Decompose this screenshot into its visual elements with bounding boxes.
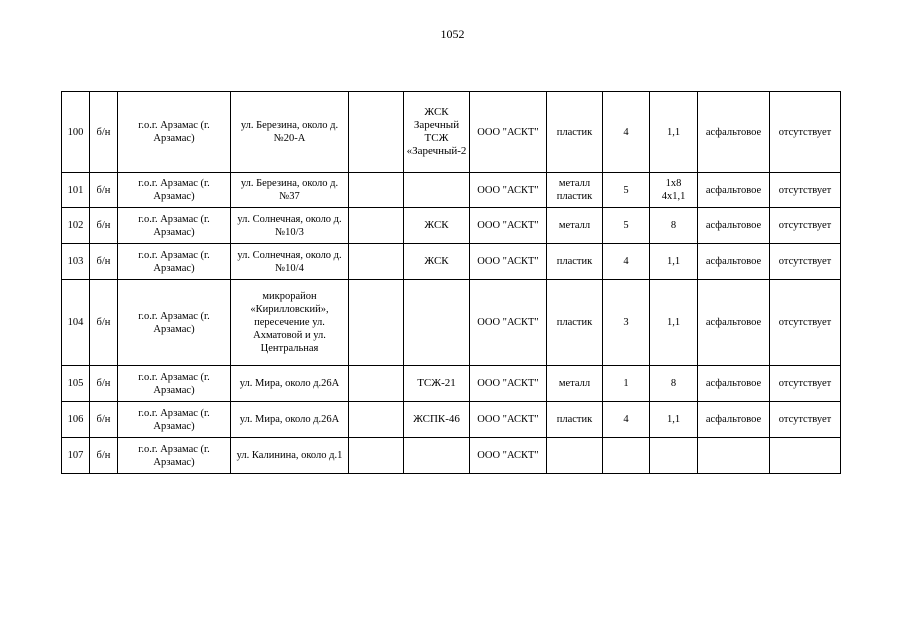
district-cell: г.о.г. Арзамас (г. Арзамас) <box>118 244 231 280</box>
empty-cell <box>349 244 404 280</box>
container-count-cell: 3 <box>603 280 650 366</box>
district-cell: г.о.г. Арзамас (г. Арзамас) <box>118 402 231 438</box>
owner-cell: ЖСК <box>404 208 470 244</box>
row-number-cell: 106 <box>62 402 90 438</box>
table-row <box>62 402 841 438</box>
table-body <box>62 92 841 474</box>
container-volume-cell: 1,1 <box>650 244 698 280</box>
owner-cell <box>404 173 470 208</box>
surface-cell: асфальтовое <box>698 92 770 173</box>
district-cell: г.о.г. Арзамас (г. Арзамас) <box>118 280 231 366</box>
container-volume-cell: 1x8 4x1,1 <box>650 173 698 208</box>
address-cell: ул. Мира, около д.26А <box>231 402 349 438</box>
container-type-cell <box>547 438 603 474</box>
district-cell: г.о.г. Арзамас (г. Арзамас) <box>118 92 231 173</box>
empty-cell <box>349 366 404 402</box>
registry-table <box>61 91 841 474</box>
container-type-cell: металл <box>547 366 603 402</box>
operator-cell: ООО "АСКТ" <box>470 173 547 208</box>
surface-cell: асфальтовое <box>698 366 770 402</box>
container-type-cell: пластик <box>547 92 603 173</box>
container-type-cell: пластик <box>547 280 603 366</box>
container-count-cell: 4 <box>603 402 650 438</box>
container-count-cell: 4 <box>603 92 650 173</box>
container-volume-cell: 8 <box>650 366 698 402</box>
container-volume-cell <box>650 438 698 474</box>
row-number-cell: 105 <box>62 366 90 402</box>
surface-cell: асфальтовое <box>698 244 770 280</box>
fence-cell <box>770 438 841 474</box>
container-count-cell: 5 <box>603 208 650 244</box>
container-type-cell: металл пластик <box>547 173 603 208</box>
fence-cell: отсутствует <box>770 208 841 244</box>
owner-cell: ТСЖ-21 <box>404 366 470 402</box>
registration-cell: б/н <box>90 208 118 244</box>
container-type-cell: металл <box>547 208 603 244</box>
fence-cell: отсутствует <box>770 244 841 280</box>
container-type-cell: пластик <box>547 244 603 280</box>
empty-cell <box>349 280 404 366</box>
table-row <box>62 244 841 280</box>
district-cell: г.о.г. Арзамас (г. Арзамас) <box>118 173 231 208</box>
address-cell: ул. Березина, около д.№37 <box>231 173 349 208</box>
empty-cell <box>349 402 404 438</box>
page-number: 1052 <box>440 27 465 41</box>
row-number-cell: 101 <box>62 173 90 208</box>
container-volume-cell: 1,1 <box>650 280 698 366</box>
container-count-cell: 4 <box>603 244 650 280</box>
container-count-cell: 5 <box>603 173 650 208</box>
surface-cell: асфальтовое <box>698 173 770 208</box>
fence-cell: отсутствует <box>770 280 841 366</box>
operator-cell: ООО "АСКТ" <box>470 438 547 474</box>
address-cell: ул. Солнечная, около д.№10/3 <box>231 208 349 244</box>
row-number-cell: 102 <box>62 208 90 244</box>
empty-cell <box>349 208 404 244</box>
row-number-cell: 100 <box>62 92 90 173</box>
container-type-cell: пластик <box>547 402 603 438</box>
fence-cell: отсутствует <box>770 92 841 173</box>
container-count-cell: 1 <box>603 366 650 402</box>
row-number-cell: 103 <box>62 244 90 280</box>
district-cell: г.о.г. Арзамас (г. Арзамас) <box>118 366 231 402</box>
fence-cell: отсутствует <box>770 173 841 208</box>
registration-cell: б/н <box>90 280 118 366</box>
table-row <box>62 173 841 208</box>
fence-cell: отсутствует <box>770 402 841 438</box>
registration-cell: б/н <box>90 402 118 438</box>
registration-cell: б/н <box>90 438 118 474</box>
registration-cell: б/н <box>90 244 118 280</box>
owner-cell <box>404 438 470 474</box>
address-cell: микрорайон «Кирилловский», пересечение ул. Ахматовой и ул. Центральная <box>231 280 349 366</box>
surface-cell: асфальтовое <box>698 402 770 438</box>
table-row <box>62 366 841 402</box>
operator-cell: ООО "АСКТ" <box>470 92 547 173</box>
row-number-cell: 107 <box>62 438 90 474</box>
empty-cell <box>349 92 404 173</box>
container-volume-cell: 8 <box>650 208 698 244</box>
owner-cell: ЖСПК-46 <box>404 402 470 438</box>
operator-cell: ООО "АСКТ" <box>470 366 547 402</box>
registration-cell: б/н <box>90 366 118 402</box>
table-row <box>62 208 841 244</box>
operator-cell: ООО "АСКТ" <box>470 402 547 438</box>
registration-cell: б/н <box>90 173 118 208</box>
container-volume-cell: 1,1 <box>650 92 698 173</box>
address-cell: ул. Березина, около д.№20-А <box>231 92 349 173</box>
address-cell: ул. Мира, около д.26А <box>231 366 349 402</box>
operator-cell: ООО "АСКТ" <box>470 244 547 280</box>
address-cell: ул. Калинина, около д.1 <box>231 438 349 474</box>
container-count-cell <box>603 438 650 474</box>
owner-cell: ЖСК <box>404 244 470 280</box>
table-row <box>62 438 841 474</box>
district-cell: г.о.г. Арзамас (г. Арзамас) <box>118 438 231 474</box>
table-row <box>62 92 841 173</box>
operator-cell: ООО "АСКТ" <box>470 280 547 366</box>
address-cell: ул. Солнечная, около д.№10/4 <box>231 244 349 280</box>
row-number-cell: 104 <box>62 280 90 366</box>
empty-cell <box>349 438 404 474</box>
empty-cell <box>349 173 404 208</box>
surface-cell: асфальтовое <box>698 208 770 244</box>
container-volume-cell: 1,1 <box>650 402 698 438</box>
operator-cell: ООО "АСКТ" <box>470 208 547 244</box>
district-cell: г.о.г. Арзамас (г. Арзамас) <box>118 208 231 244</box>
owner-cell <box>404 280 470 366</box>
fence-cell: отсутствует <box>770 366 841 402</box>
owner-cell: ЖСК Заречный ТСЖ «Заречный-2 <box>404 92 470 173</box>
surface-cell <box>698 438 770 474</box>
table-row <box>62 280 841 366</box>
surface-cell: асфальтовое <box>698 280 770 366</box>
registration-cell: б/н <box>90 92 118 173</box>
